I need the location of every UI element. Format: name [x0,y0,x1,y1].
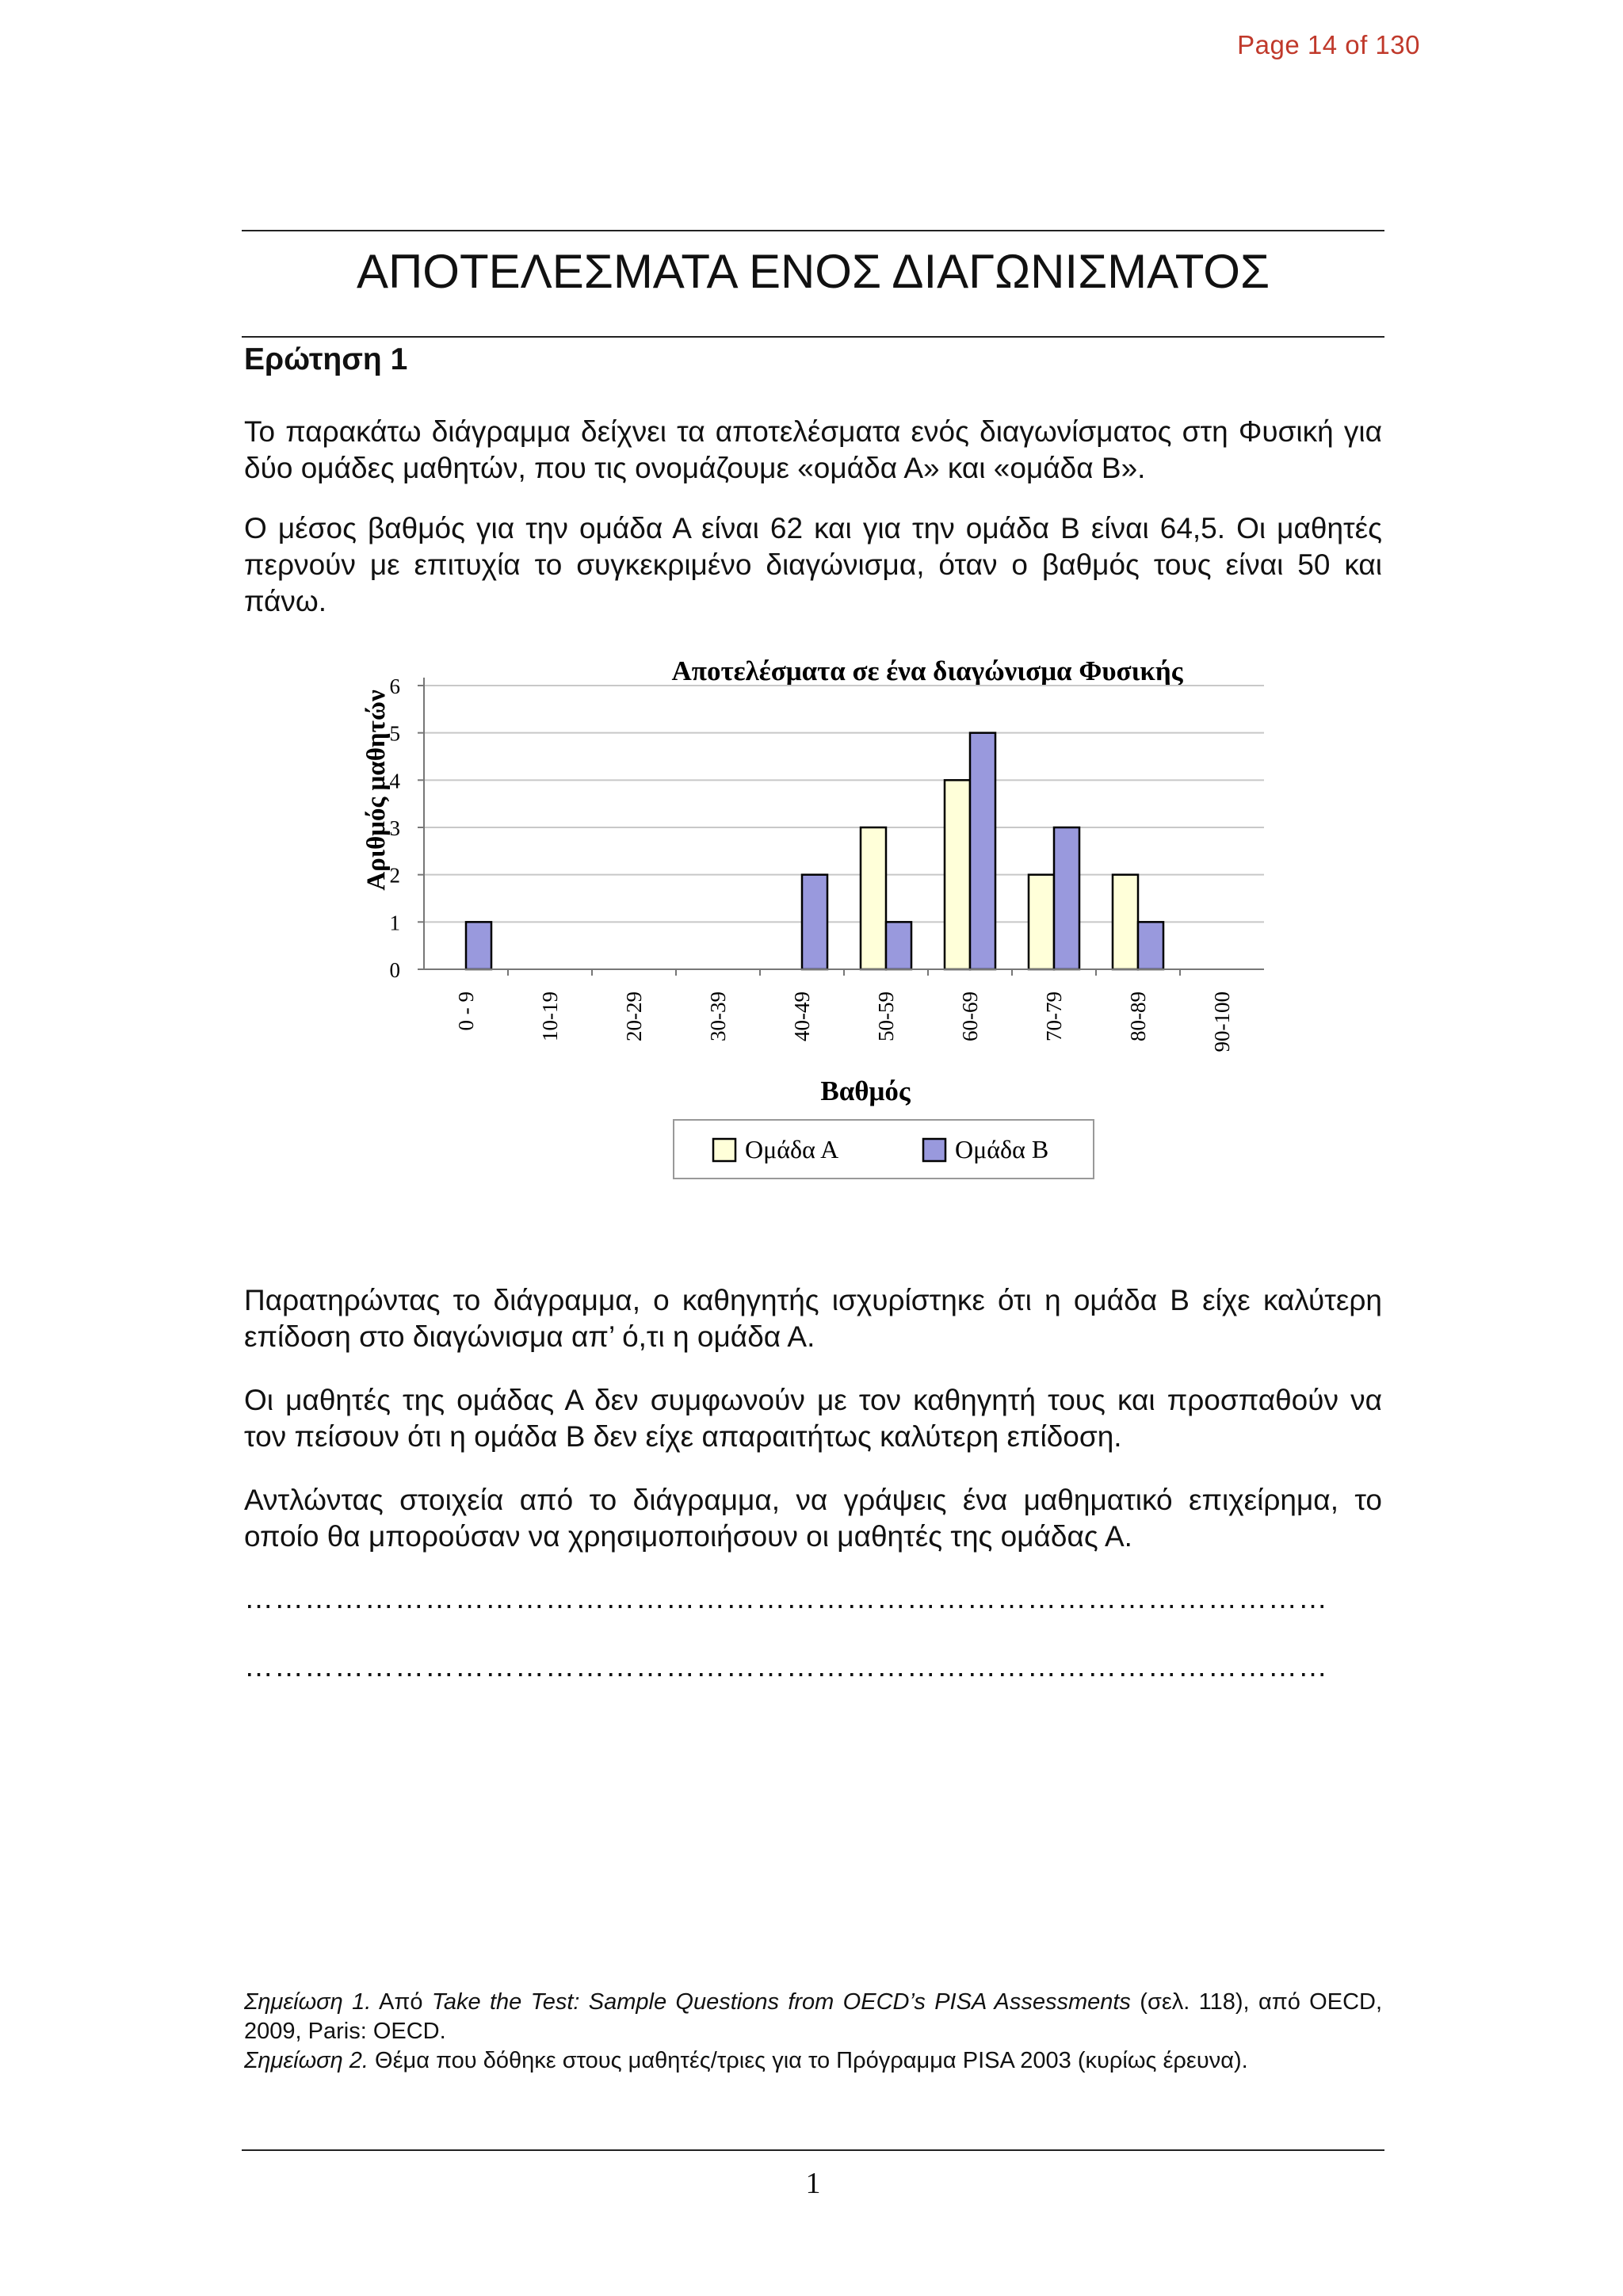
bar-group-b [1138,922,1163,969]
footnote-1-from: Από [379,1989,423,2015]
bar-group-b [970,733,995,969]
question-label: Ερώτηση 1 [244,342,408,376]
footnote-2-text: Θέμα που δόθηκε στους μαθητές/τριες για το Πρόγραμμα PISA 2003 (κυρίως έρευνα). [375,2048,1248,2073]
bar-chart [349,638,1268,1193]
legend-label: Ομάδα Β [955,1135,1049,1163]
footnote-2-label: Σημείωση 2. [244,2048,369,2073]
x-tick-label: 30-39 [706,991,730,1041]
footnote-1-rest: (σελ. 118), από OECD, 2009, Paris: OECD. [244,1989,1383,2044]
body-paragraph-1: Παρατηρώντας το διάγραμμα, ο καθηγητής ισχυρίστηκε ότι η ομάδα Β είχε καλύτερη επίδοση στο διαγώνισμα απ’ ό,τι η ομάδα Α. [244,1284,1382,1353]
chart-title: Αποτελέσματα σε ένα διαγώνισμα Φυσικής [671,655,1183,686]
y-tick-label: 4 [389,769,400,793]
bar-group-b [466,922,491,969]
x-tick-label: 60-69 [958,991,982,1041]
answer-line-1[interactable]: ……………………………………………………………………………………………… [244,1582,1328,1614]
y-tick-label: 5 [389,721,400,746]
y-tick-label: 3 [389,816,400,840]
x-tick-label: 70-79 [1042,991,1066,1041]
body-paragraph-3: Αντλώντας στοιχεία από το διάγραμμα, να γράψεις ένα μαθηματικό επιχείρημα, το οποίο θα μπορούσαν να χρησιμοποιήσουν οι μαθητές της ομάδας Α. [244,1484,1382,1553]
bar-group-a [1029,875,1054,969]
x-tick-label: 50-59 [874,991,898,1041]
answer-line-2[interactable]: ……………………………………………………………………………………………… [244,1650,1328,1683]
y-tick-label: 0 [389,958,400,982]
legend-label: Ομάδα Α [745,1135,839,1163]
page-number: 1 [805,2167,821,2200]
bar-group-b [1054,827,1079,969]
x-tick-label: 20-29 [622,991,646,1041]
top-rule [242,230,1384,231]
chart-x-label: Βαθμός [820,1075,911,1106]
bar-group-b [802,875,827,969]
page-counter: Page 14 of 130 [1237,30,1420,59]
footnote-1-label: Σημείωση 1. [244,1989,372,2015]
intro-paragraph-1: Το παρακάτω διάγραμμα δείχνει τα αποτελέσματα ενός διαγωνίσματος στη Φυσική για δύο ομάδες μαθητών, που τις ονομάζουμε «ομάδα Α» και «ομάδα Β». [244,415,1382,484]
intro-paragraph-2: Ο μέσος βαθμός για την ομάδα Α είναι 62 και για την ομάδα Β είναι 64,5. Οι μαθητές περνούν με επιτυχία το συγκεκριμένο διαγώνισμα, όταν ο βαθμός τους είναι 50 και πάνω. [244,512,1382,617]
x-tick-label: 80-89 [1126,991,1150,1041]
y-tick-label: 2 [389,863,400,888]
footnote-2 [244,2046,1382,2076]
bar-group-a [945,780,970,969]
legend-swatch [923,1139,945,1161]
bar-group-a [861,827,886,969]
bar-group-b [886,922,911,969]
x-tick-label: 90-100 [1210,991,1234,1052]
legend-swatch [713,1139,735,1161]
x-tick-label: 0 - 9 [454,991,478,1031]
x-tick-label: 10-19 [538,991,562,1041]
bottom-rule [242,2149,1384,2151]
y-tick-label: 6 [389,674,400,698]
chart-canvas [349,638,1268,1193]
page-title: ΑΠΟΤΕΛΕΣΜΑΤΑ ΕΝΟΣ ΔΙΑΓΩΝΙΣΜΑΤΟΣ [356,245,1270,298]
footnote-1 [244,1988,1382,2046]
footnote-1-source: Take the Test: Sample Questions from OECD’s PISA Assessments [431,1989,1131,2015]
y-tick-label: 1 [389,911,400,935]
title-rule [242,336,1384,338]
footnotes [244,1988,1382,2076]
bar-group-a [1113,875,1138,969]
x-tick-label: 40-49 [790,991,814,1041]
chart-y-label: Αριθμός μαθητών [362,690,391,891]
body-paragraph-2: Οι μαθητές της ομάδας Α δεν συμφωνούν με τον καθηγητή τους και προσπαθούν να τον πείσουν ότι η ομάδα Β δεν είχε απαραιτήτως καλύτερη επίδοση. [244,1384,1382,1453]
